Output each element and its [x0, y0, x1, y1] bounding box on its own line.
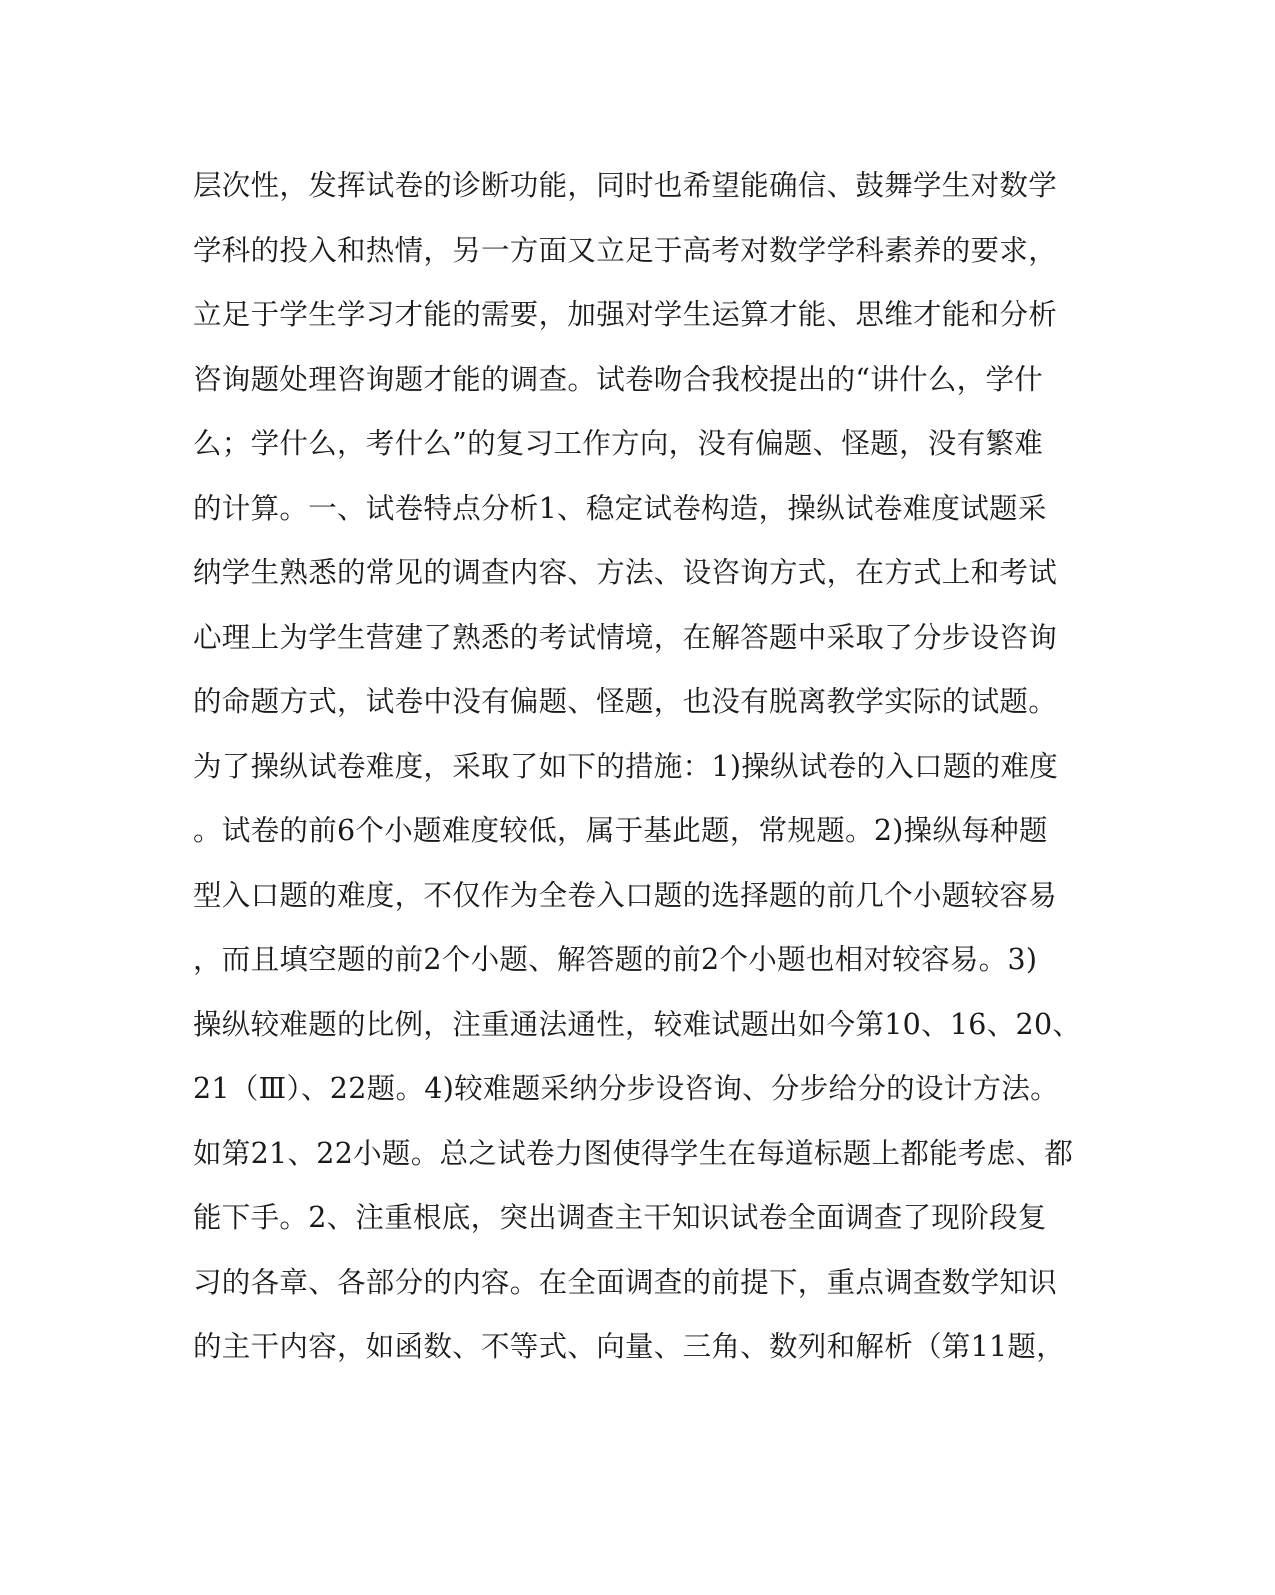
text-line: ，而且填空题的前2个小题、解答题的前2个小题也相对较容易。3) [193, 943, 1038, 976]
text-line: 咨询题处理咨询题才能的调查。试卷吻合我校提出的“讲什么，学什 [193, 362, 1044, 396]
text-line: 为了操纵试卷难度，采取了如下的措施：1)操纵试卷的入口题的难度 [193, 749, 1059, 783]
text-line: 么；学什么，考什么”的复习工作方向，没有偏题、怪题，没有繁难 [193, 427, 1044, 460]
text-line: 。试卷的前6个小题难度较低，属于基此题，常规题。2)操纵每种题 [193, 814, 1048, 847]
text-line: 21（Ⅲ）、22题。4)较难题采纳分步设咨询、分步给分的设计方法。 [193, 1072, 1059, 1105]
text-line: 如第21、22小题。总之试卷力图使得学生在每道标题上都能考虑、都 [193, 1136, 1074, 1170]
text-line: 型入口题的难度，不仅作为全卷入口题的选择题的前几个小题较容易 [193, 878, 1058, 912]
text-line: 心理上为学生营建了熟悉的考试情境，在解答题中采取了分步设咨询 [193, 620, 1058, 654]
text-line: 纳学生熟悉的常见的调查内容、方法、设咨询方式，在方式上和考试 [193, 556, 1058, 589]
text-line: 的主干内容，如函数、不等式、向量、三角、数列和解析（第11题， [193, 1330, 1066, 1363]
text-line: 能下手。2、注重根底，突出调查主干知识试卷全面调查了现阶段复 [193, 1201, 1047, 1234]
text-line: 立足于学生学习才能的需要，加强对学生运算才能、思维才能和分析 [193, 298, 1058, 331]
text-line: 层次性，发挥试卷的诊断功能，同时也希望能确信、鼓舞学生对数学 [193, 169, 1058, 202]
text-line: 的计算。一、试卷特点分析1、稳定试卷构造，操纵试卷难度试题采 [193, 491, 1047, 525]
text-line: 习的各章、各部分的内容。在全面调查的前提下，重点调查数学知识 [193, 1265, 1058, 1299]
text-line: 的命题方式，试卷中没有偏题、怪题，也没有脱离教学实际的试题。 [193, 685, 1058, 718]
text-line: 操纵较难题的比例，注重通法通性，较难试题出如今第10、16、20、 [193, 1007, 1082, 1041]
body-text [193, 162, 1082, 1388]
text-line: 学科的投入和热情，另一方面又立足于高考对数学学科素养的要求， [193, 233, 1058, 267]
